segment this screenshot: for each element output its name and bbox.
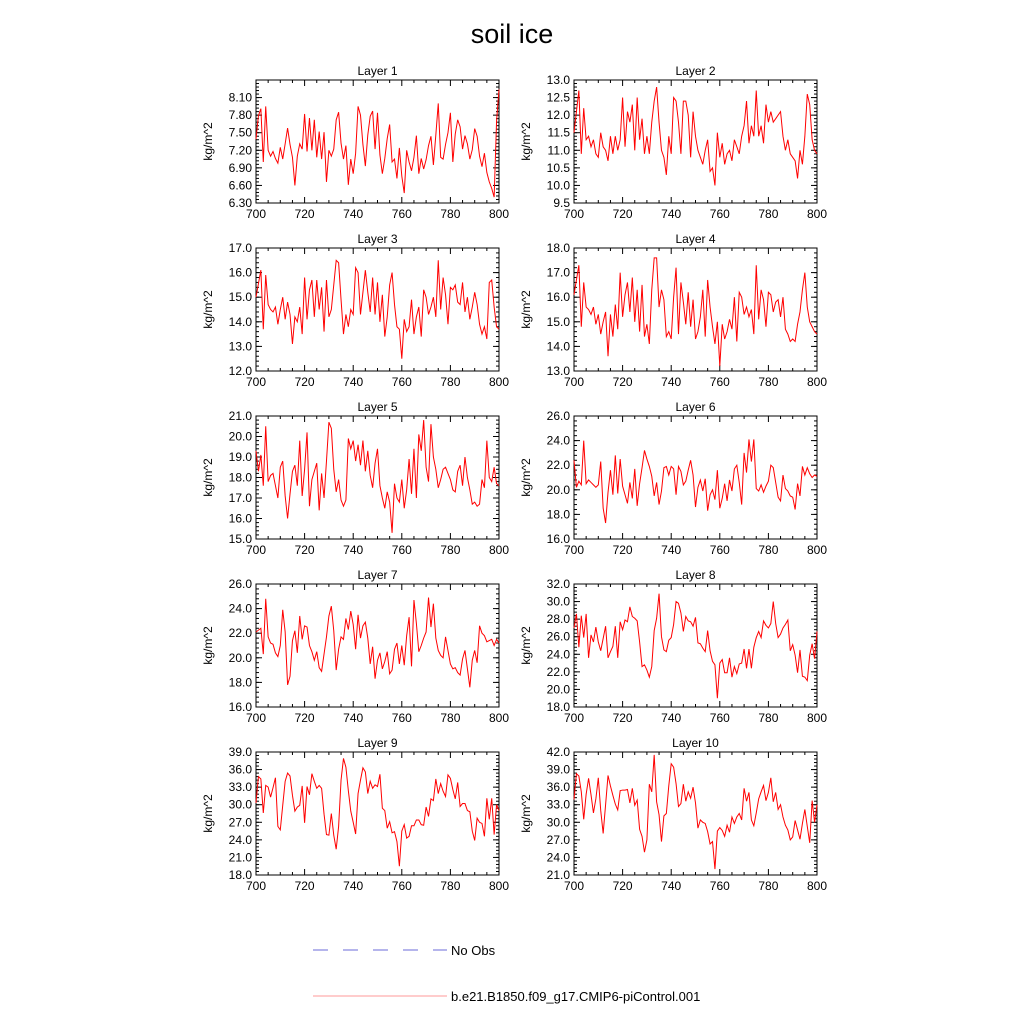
x-tick-label: 740 [343, 711, 364, 725]
y-tick-label: 10.5 [546, 160, 570, 175]
y-tick-label: 22.0 [546, 664, 570, 679]
plot-frame [574, 80, 817, 203]
panel-layer-9 [201, 736, 509, 893]
x-tick-label: 700 [563, 879, 585, 893]
x-tick-label: 780 [440, 207, 461, 221]
y-axis-label: kg/m^2 [201, 794, 215, 833]
x-tick-label: 720 [294, 207, 315, 221]
series-line [256, 758, 499, 866]
series-line [256, 598, 499, 688]
x-tick-label: 740 [661, 543, 682, 557]
panel-title: Layer 2 [675, 64, 716, 78]
y-tick-label: 16.0 [228, 511, 252, 526]
panel-layer-10 [519, 736, 827, 893]
panel-title: Layer 8 [675, 568, 716, 582]
y-tick-label: 26.0 [228, 577, 252, 591]
y-tick-label: 27.0 [228, 815, 252, 830]
y-tick-label: 20.0 [546, 682, 570, 697]
series-line [574, 439, 817, 523]
panel-title: Layer 5 [357, 400, 398, 414]
panel-title: Layer 9 [357, 736, 398, 750]
x-tick-label: 760 [709, 207, 730, 221]
plot-frame [256, 416, 499, 539]
x-tick-label: 760 [709, 543, 730, 557]
legend-label-model: b.e21.B1850.f09_g17.CMIP6-piControl.001 [451, 989, 701, 1004]
x-tick-label: 800 [806, 711, 828, 725]
x-tick-label: 800 [806, 375, 828, 389]
y-tick-label: 22.0 [546, 458, 570, 473]
legend-item-model [313, 989, 700, 1004]
y-axis-label: kg/m^2 [519, 122, 533, 161]
plot-frame [256, 248, 499, 371]
x-tick-label: 700 [245, 207, 267, 221]
y-tick-label: 9.5 [553, 196, 570, 210]
x-tick-label: 700 [563, 543, 585, 557]
x-tick-label: 800 [488, 879, 510, 893]
y-tick-label: 10.0 [546, 178, 570, 193]
y-axis-label: kg/m^2 [519, 626, 533, 665]
y-tick-label: 18.0 [546, 507, 570, 522]
x-tick-label: 780 [758, 711, 779, 725]
x-tick-label: 740 [343, 375, 364, 389]
legend-item-no-obs [313, 943, 496, 958]
y-tick-label: 24.0 [546, 850, 570, 865]
y-tick-label: 18.0 [546, 700, 570, 714]
y-axis-label: kg/m^2 [201, 458, 215, 497]
y-tick-label: 6.30 [228, 196, 252, 210]
x-tick-label: 780 [440, 375, 461, 389]
y-tick-label: 28.0 [546, 612, 570, 627]
y-tick-label: 32.0 [546, 577, 570, 591]
x-tick-label: 780 [758, 375, 779, 389]
series-line [574, 594, 817, 699]
x-tick-label: 700 [245, 375, 267, 389]
x-tick-label: 760 [709, 711, 730, 725]
y-tick-label: 13.0 [228, 339, 252, 354]
panel-title: Layer 4 [675, 232, 716, 246]
x-tick-label: 700 [245, 711, 267, 725]
y-tick-label: 39.0 [546, 762, 570, 777]
x-tick-label: 780 [440, 543, 461, 557]
x-tick-label: 760 [391, 543, 412, 557]
x-tick-label: 720 [294, 879, 315, 893]
x-tick-label: 740 [343, 543, 364, 557]
y-tick-label: 12.0 [228, 364, 252, 378]
series-line [256, 260, 499, 358]
series-line [574, 258, 817, 366]
x-tick-label: 700 [563, 711, 585, 725]
y-axis-label: kg/m^2 [519, 794, 533, 833]
x-tick-label: 700 [563, 207, 585, 221]
y-tick-label: 26.0 [546, 409, 570, 423]
x-tick-label: 700 [245, 543, 267, 557]
x-tick-label: 720 [294, 543, 315, 557]
y-tick-label: 7.20 [228, 143, 252, 158]
y-tick-label: 14.0 [546, 339, 570, 354]
x-tick-label: 700 [245, 879, 267, 893]
panel-title: Layer 1 [357, 64, 398, 78]
y-tick-label: 36.0 [546, 780, 570, 795]
panel-layer-5 [201, 400, 509, 557]
y-tick-label: 12.0 [546, 108, 570, 123]
y-tick-label: 6.60 [228, 178, 252, 193]
y-axis-label: kg/m^2 [201, 122, 215, 161]
y-tick-label: 19.0 [228, 450, 252, 464]
series-line [574, 755, 817, 869]
x-tick-label: 800 [488, 543, 510, 557]
plot-frame [574, 752, 817, 875]
x-tick-label: 720 [612, 375, 633, 389]
series-line [256, 420, 499, 533]
y-tick-label: 42.0 [546, 745, 570, 759]
y-tick-label: 15.0 [546, 314, 570, 329]
y-axis-label: kg/m^2 [201, 290, 215, 329]
panel-layer-7 [201, 568, 509, 725]
y-tick-label: 16.0 [546, 290, 570, 305]
y-tick-label: 30.0 [546, 815, 570, 830]
panel-title: Layer 3 [357, 232, 398, 246]
x-tick-label: 800 [488, 207, 510, 221]
panel-title: Layer 7 [357, 568, 398, 582]
legend-label-no-obs: No Obs [451, 943, 496, 958]
x-tick-label: 780 [758, 207, 779, 221]
x-tick-label: 720 [612, 711, 633, 725]
panel-layer-1 [201, 64, 509, 221]
panel-layer-3 [201, 232, 509, 389]
x-tick-label: 740 [343, 879, 364, 893]
plot-frame [256, 80, 499, 203]
y-tick-label: 20.0 [228, 429, 252, 444]
series-line [256, 89, 499, 197]
x-tick-label: 760 [391, 375, 412, 389]
y-tick-label: 33.0 [546, 797, 570, 812]
y-tick-label: 16.0 [228, 265, 252, 280]
x-tick-label: 800 [806, 543, 828, 557]
x-tick-label: 800 [806, 207, 828, 221]
x-tick-label: 720 [612, 207, 633, 221]
x-tick-label: 720 [294, 711, 315, 725]
panel-title: Layer 6 [675, 400, 716, 414]
panel-layer-8 [519, 568, 827, 725]
y-tick-label: 17.0 [546, 265, 570, 280]
y-tick-label: 17.0 [228, 491, 252, 505]
y-tick-label: 18.0 [228, 470, 252, 485]
y-tick-label: 14.0 [228, 314, 252, 329]
y-tick-label: 24.0 [546, 433, 570, 448]
y-tick-label: 16.0 [546, 532, 570, 546]
y-tick-label: 11.5 [547, 125, 570, 140]
panel-layer-6 [519, 400, 827, 557]
y-tick-label: 7.50 [228, 125, 252, 140]
y-axis-label: kg/m^2 [519, 290, 533, 329]
x-tick-label: 780 [758, 879, 779, 893]
plot-frame [574, 248, 817, 371]
x-tick-label: 800 [488, 711, 510, 725]
legend [313, 943, 700, 1004]
y-tick-label: 6.90 [228, 160, 252, 175]
panel-title: Layer 10 [672, 736, 719, 750]
x-tick-label: 740 [661, 375, 682, 389]
y-tick-label: 27.0 [546, 832, 570, 847]
x-tick-label: 760 [391, 207, 412, 221]
y-tick-label: 18.0 [228, 868, 252, 882]
x-tick-label: 780 [758, 543, 779, 557]
x-tick-label: 740 [661, 879, 682, 893]
y-tick-label: 7.80 [228, 108, 252, 123]
y-tick-label: 24.0 [228, 832, 252, 847]
x-tick-label: 760 [391, 711, 412, 725]
panels [201, 64, 827, 893]
y-tick-label: 24.0 [546, 647, 570, 662]
x-tick-label: 720 [612, 543, 633, 557]
x-tick-label: 720 [294, 375, 315, 389]
x-tick-label: 780 [440, 879, 461, 893]
x-tick-label: 800 [806, 879, 828, 893]
x-tick-label: 740 [661, 711, 682, 725]
panel-layer-4 [519, 232, 827, 389]
plot-frame [574, 584, 817, 707]
panel-layer-2 [519, 64, 827, 221]
y-tick-label: 33.0 [228, 780, 252, 795]
y-tick-label: 15.0 [228, 532, 252, 546]
y-tick-label: 21.0 [546, 868, 570, 882]
y-tick-label: 13.0 [546, 73, 570, 87]
y-tick-label: 17.0 [228, 241, 252, 255]
x-tick-label: 740 [343, 207, 364, 221]
y-tick-label: 15.0 [228, 290, 252, 305]
y-tick-label: 24.0 [228, 601, 252, 616]
y-tick-label: 8.10 [228, 90, 252, 105]
x-tick-label: 800 [488, 375, 510, 389]
x-tick-label: 760 [391, 879, 412, 893]
y-tick-label: 21.0 [228, 850, 252, 865]
plot-frame [574, 416, 817, 539]
y-tick-label: 18.0 [546, 241, 570, 255]
x-tick-label: 760 [709, 879, 730, 893]
y-tick-label: 30.0 [546, 594, 570, 609]
y-tick-label: 12.5 [546, 90, 570, 105]
y-tick-label: 21.0 [228, 409, 252, 423]
series-line [574, 87, 817, 185]
y-tick-label: 39.0 [228, 745, 252, 759]
y-tick-label: 36.0 [228, 762, 252, 777]
y-axis-label: kg/m^2 [519, 458, 533, 497]
y-tick-label: 13.0 [546, 364, 570, 378]
y-tick-label: 22.0 [228, 626, 252, 641]
x-tick-label: 780 [440, 711, 461, 725]
y-tick-label: 18.0 [228, 675, 252, 690]
y-tick-label: 20.0 [228, 650, 252, 665]
plot-frame [256, 752, 499, 875]
x-tick-label: 760 [709, 375, 730, 389]
x-tick-label: 700 [563, 375, 585, 389]
y-tick-label: 20.0 [546, 482, 570, 497]
x-tick-label: 740 [661, 207, 682, 221]
y-tick-label: 16.0 [228, 700, 252, 714]
y-tick-label: 11.0 [547, 143, 570, 158]
y-tick-label: 26.0 [546, 629, 570, 644]
x-tick-label: 720 [612, 879, 633, 893]
y-tick-label: 30.0 [228, 797, 252, 812]
y-axis-label: kg/m^2 [201, 626, 215, 665]
chart-title: soil ice [470, 19, 554, 49]
